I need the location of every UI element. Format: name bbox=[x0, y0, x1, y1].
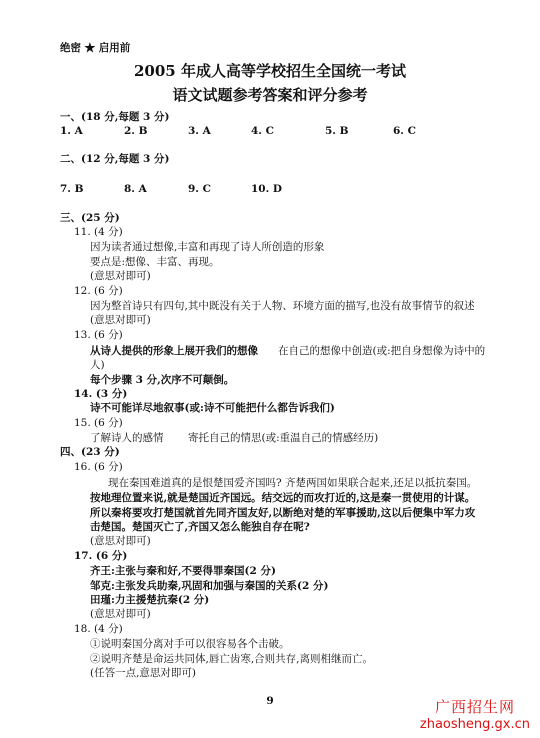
q11-line: (意思对即可) bbox=[90, 270, 151, 282]
q12-number: 12. (6 分) bbox=[74, 285, 123, 297]
q17-line: 田瑾:力主援楚抗秦(2 分) bbox=[90, 594, 210, 606]
page-number: 9 bbox=[266, 695, 274, 707]
answer-6: 6. C bbox=[393, 125, 416, 137]
answer-10: 10. D bbox=[251, 183, 283, 195]
q14-number: 14. (3 分) bbox=[74, 388, 128, 400]
q13-line: 人) bbox=[90, 359, 105, 371]
q18-number: 18. (4 分) bbox=[74, 623, 123, 635]
section3-heading: 三、(25 分) bbox=[60, 212, 120, 224]
q13-number: 13. (6 分) bbox=[74, 329, 123, 341]
q16-line: 击楚国。楚国灭亡了,齐国又怎么能独自存在呢? bbox=[90, 521, 310, 533]
q11-line: 要点是:想像、丰富、再现。 bbox=[90, 256, 220, 268]
answer-7: 7. B bbox=[60, 183, 84, 195]
q17-line: 邹克:主张发兵助秦,巩固和加强与秦国的关系(2 分) bbox=[90, 580, 329, 592]
q17-line: (意思对即可) bbox=[90, 608, 151, 620]
q16-line: (意思对即可) bbox=[90, 535, 151, 547]
q14-line: 诗不可能详尽地叙事(或:诗不可能把什么都告诉我们) bbox=[90, 402, 335, 414]
q16-number: 16. (6 分) bbox=[74, 461, 123, 473]
answer-5: 5. B bbox=[325, 125, 349, 137]
section4-heading: 四、(23 分) bbox=[60, 446, 120, 458]
answer-1: 1. A bbox=[60, 125, 83, 137]
watermark-title: 广西招生网 bbox=[434, 698, 515, 716]
q13-line: 在自己的想像中创造(或:把自身想像为诗中的 bbox=[278, 345, 486, 357]
exam-subtitle: 语文试题参考答案和评分参考 bbox=[172, 86, 368, 104]
answer-2: 2. B bbox=[124, 125, 148, 137]
q12-line: 因为整首诗只有四句,其中既没有关于人物、环境方面的描写,也没有故事情节的叙述 bbox=[90, 300, 475, 312]
q15-number: 15. (6 分) bbox=[74, 417, 123, 429]
site-watermark bbox=[420, 696, 530, 732]
answer-8: 8. A bbox=[124, 183, 147, 195]
q13-line: 从诗人提供的形象上展开我们的想像 bbox=[90, 345, 258, 357]
q17-number: 17. (6 分) bbox=[74, 550, 128, 562]
answer-4: 4. C bbox=[251, 125, 274, 137]
q12-line: (意思对即可) bbox=[90, 314, 151, 326]
q18-line: ①说明秦国分离对手可以很容易各个击破。 bbox=[90, 638, 290, 650]
q17-line: 齐王:主张与秦和好,不要得罪秦国(2 分) bbox=[90, 565, 276, 577]
confidential-mark: 绝密 ★ 启用前 bbox=[60, 42, 131, 54]
q16-line: 所以秦将要攻打楚国就首先同齐国友好,以断绝对楚的军事援助,这以后便集中军力攻 bbox=[90, 507, 476, 519]
q15-line: 寄托自己的情思(或:重温自己的情感经历) bbox=[188, 432, 379, 444]
q11-number: 11. (4 分) bbox=[74, 226, 123, 238]
q11-line: 因为读者通过想像,丰富和再现了诗人所创造的形象 bbox=[90, 241, 325, 253]
q15-line: 了解诗人的感情 bbox=[90, 432, 164, 444]
q18-line: ②说明齐楚是命运共同体,唇亡齿寒,合则共存,离则相继而亡。 bbox=[90, 653, 374, 665]
section1-heading: 一、(18 分,每题 3 分) bbox=[60, 111, 170, 123]
q16-line: 现在秦国难道真的是恨楚国爱齐国吗? 齐楚两国如果联合起来,还足以抵抗秦国。 bbox=[108, 477, 478, 489]
watermark-url: zhaosheng.gx.cn bbox=[419, 717, 530, 732]
q13-line: 每个步骤 3 分,次序不可颠倒。 bbox=[90, 374, 235, 386]
exam-title: 2005 年成人高等学校招生全国统一考试 bbox=[134, 62, 406, 80]
q18-line: (任答一点,意思对即可) bbox=[90, 667, 197, 679]
q16-line: 按地理位置来说,就是楚国近齐国远。结交远的而攻打近的,这是秦一贯使用的计谋。 bbox=[90, 492, 476, 504]
answer-3: 3. A bbox=[188, 125, 211, 137]
answer-9: 9. C bbox=[188, 183, 211, 195]
section2-heading: 二、(12 分,每题 3 分) bbox=[60, 153, 170, 165]
